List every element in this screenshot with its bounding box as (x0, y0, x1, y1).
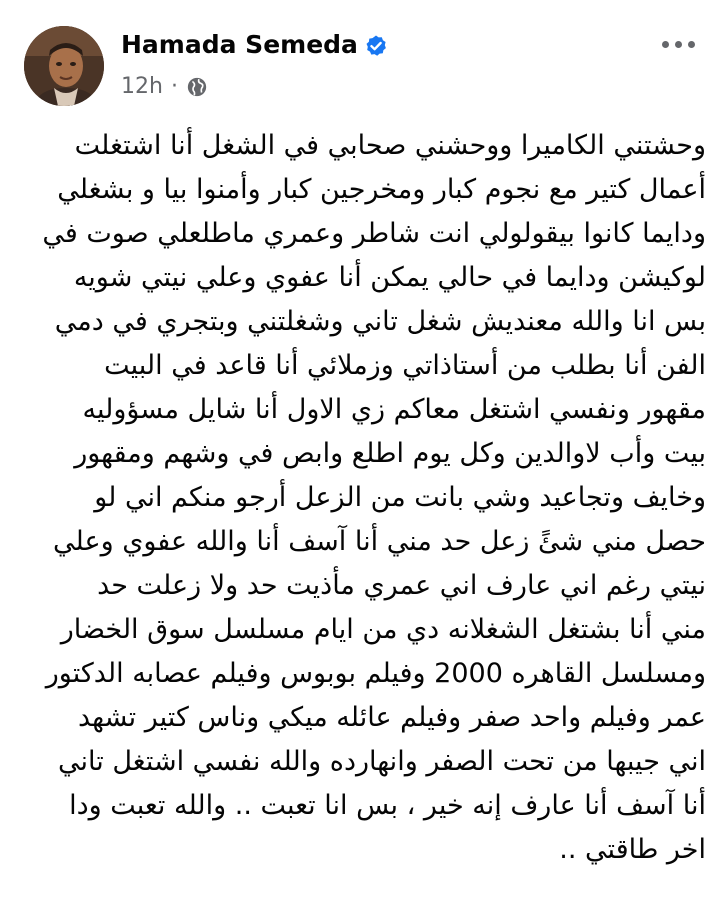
author-name[interactable]: Hamada Semeda (121, 30, 358, 59)
post-text-line: وخايف وتجاعيد وشي بانت من الزعل أرجو منكم اني لو (94, 482, 706, 513)
author-name-row (121, 30, 388, 59)
post-time[interactable]: 12h (121, 74, 163, 99)
post-text-line: الفن أنا بطلب من أستاذاتي وزملائي أنا قاعد في البيت (104, 350, 706, 381)
post-text-line: عمر وفيلم واحد صفر وفيلم عائله ميكي وناس كتير تشهد (77, 702, 706, 733)
post-text-line: ودايما كانوا بيقولولي انت شاطر وعمري ماطلعلي صوت في (42, 218, 706, 249)
author-avatar[interactable] (24, 26, 104, 106)
post-text-line: أعمال كتير مع نجوم كبار ومخرجين كبار وأمنوا بيا و بشغلي (57, 174, 706, 205)
post-text-line: اخر طاقتي .. (559, 834, 706, 865)
post-text-line: أنا آسف أنا عارف إنه خير ، بس انا تعبت .. والله تعبت ودا (69, 790, 706, 821)
post-text-line: اني جيبها من تحت الصفر وانهارده والله نفسي اشتغل تاني (58, 746, 706, 777)
post-text-line: نيتي رغم اني عارف اني عمري مأذيت حد ولا زعلت حد (97, 570, 706, 601)
more-options-icon[interactable] (658, 38, 698, 50)
avatar-portrait (24, 26, 104, 106)
post-text-line: مقهور ونفسي اشتغل معاكم زي الاول أنا شايل مسؤوليه (82, 394, 706, 425)
post-text (30, 124, 706, 872)
verified-badge-icon (364, 34, 388, 58)
more-dot (675, 41, 682, 48)
post-text-line: بس انا والله معنديش شغل تاني وشغلتني وبتجري في دمي (54, 306, 706, 337)
meta-separator: · (170, 74, 178, 99)
post-text-line: لوكيشن ودايما في حالي يمكن أنا عفوي وعلي نيتي شويه (73, 262, 706, 293)
post-text-line: مني أنا بشتغل الشغلانه دي من ايام مسلسل سوق الخضار (60, 614, 706, 645)
post-meta (121, 74, 208, 99)
globe-icon[interactable] (186, 76, 208, 98)
post-text-line: ومسلسل القاهره 2000 وفيلم بوبوس وفيلم عصابه الدكتور (45, 658, 706, 689)
post-text-line: وحشتني الكاميرا ووحشني صحابي في الشغل أنا اشتغلت (74, 130, 706, 161)
more-dot (688, 41, 695, 48)
post-text-line: حصل مني شئً زعل حد مني أنا آسف أنا والله عفوي وعلي (53, 526, 706, 557)
post-text-line: بيت وأب لاوالدين وكل يوم اطلع وابص في وشهم ومقهور (74, 438, 706, 469)
more-dot (662, 41, 669, 48)
post-header (0, 0, 720, 120)
